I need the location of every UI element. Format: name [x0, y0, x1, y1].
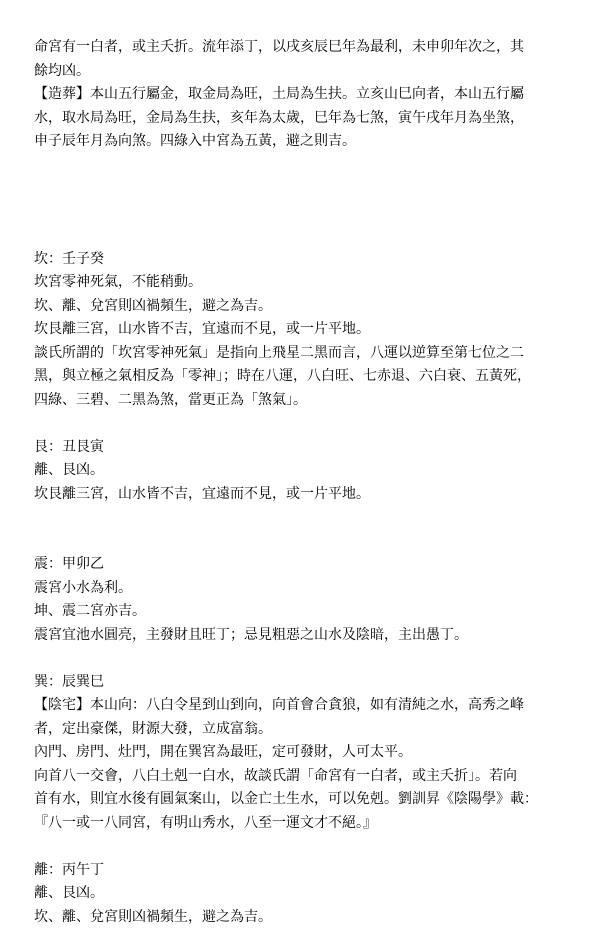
li-heading: 離：丙午丁: [34, 861, 104, 878]
section-gap: [34, 506, 580, 553]
xun-line-1: [34, 694, 580, 718]
burial-tag: 【造葬】: [34, 86, 90, 102]
document-page: [34, 36, 580, 929]
gen-line-2: 坎艮離三宮，山水皆不吉，宜遠而不見，或一片平地。: [34, 485, 370, 502]
li-line-1: 離、艮凶。: [34, 885, 104, 901]
kan-line-4: 談氏所謂的「坎宮零神死氣」是指向上飛星二黑而言，八運以逆算至第七位之二: [34, 344, 524, 361]
kan-heading: 坎：壬子癸: [34, 250, 104, 267]
kan-line-6: 四綠、三碧、二黑為煞，當更正為「煞氣」。: [34, 391, 307, 408]
zhen-line-1: 震宮小水為利。: [34, 579, 132, 596]
kan-line-2: 坎、離、兌宮則凶禍頻生，避之為吉。: [34, 297, 272, 314]
section-gap: [34, 647, 580, 671]
gen-heading: 艮：丑艮寅: [34, 438, 104, 455]
burial-first-line-text: 本山五行屬金，取金局為旺，土局為生扶。立亥山巳向者，本山五行屬: [90, 86, 524, 102]
li-line-2: 坎、離、兌宮則凶禍頻生，避之為吉。: [34, 908, 272, 925]
xun-line-4: 向首八一交會，八白土剋一白水，故談氏謂「命宮有一白者，或主夭折」。若向: [34, 767, 517, 784]
kan-line-3: 坎艮離三宮，山水皆不吉，宜遠而不見，或一片平地。: [34, 321, 370, 337]
section-gap: [34, 835, 580, 859]
section-gap: [34, 412, 580, 436]
intro-line-1: 命宮有一白者，或主夭折。流年添丁，以戌亥辰巳年為最利，未申卯年次之，其: [34, 39, 524, 55]
intro-line-2: 餘均凶。: [34, 62, 90, 79]
zhen-line-2: 坤、震二宮亦吉。: [34, 603, 146, 619]
xun-line-2: 者，定出豪傑，財源大發，立成富翁。: [34, 720, 272, 737]
burial-line-3: 申子辰年月為向煞。四綠入中宮為五黃，避之則吉。: [34, 133, 356, 149]
xun-line-3: 內門、房門、灶門，開在巽宮為最旺，定可發財，人可太平。: [34, 744, 412, 760]
burial-line-2: 水，取水局為旺，金局為生扶，亥年為太歲，巳年為七煞，寅午戌年月為坐煞，: [34, 109, 524, 126]
zhen-heading: 震：甲卯乙: [34, 556, 104, 572]
yinzhai-tag: 【陰宅】: [34, 697, 90, 713]
kan-line-5: 黑，與立極之氣相反為「零神」；時在八運，八白旺、七赤退、六白衰、五黃死，: [34, 368, 531, 384]
gen-line-1: 離、艮凶。: [34, 462, 104, 478]
xun-line-5: 首有水，則宜水後有圓氣案山，以金亡土生水，可以免剋。劉訓昇《陰陽學》載：: [34, 791, 538, 807]
kan-line-1: 坎宮零神死氣，不能稍動。: [34, 274, 202, 290]
burial-line-1: [34, 83, 580, 107]
xun-heading: 巽：辰巽巳: [34, 673, 104, 690]
zhen-line-3: 震宮宜池水圓亮，主發財且旺丁；忌見粗惡之山水及陰暗，主出愚丁。: [34, 626, 468, 643]
xun-line-6: 『八一或一八同宮，有明山秀水，八至一運文才不絕。』: [34, 814, 377, 831]
section-gap: [34, 154, 580, 248]
xun-first-line-text: 本山向：八白令星到山到向，向首會合貪狼，如有清純之水，高秀之峰: [90, 697, 524, 713]
